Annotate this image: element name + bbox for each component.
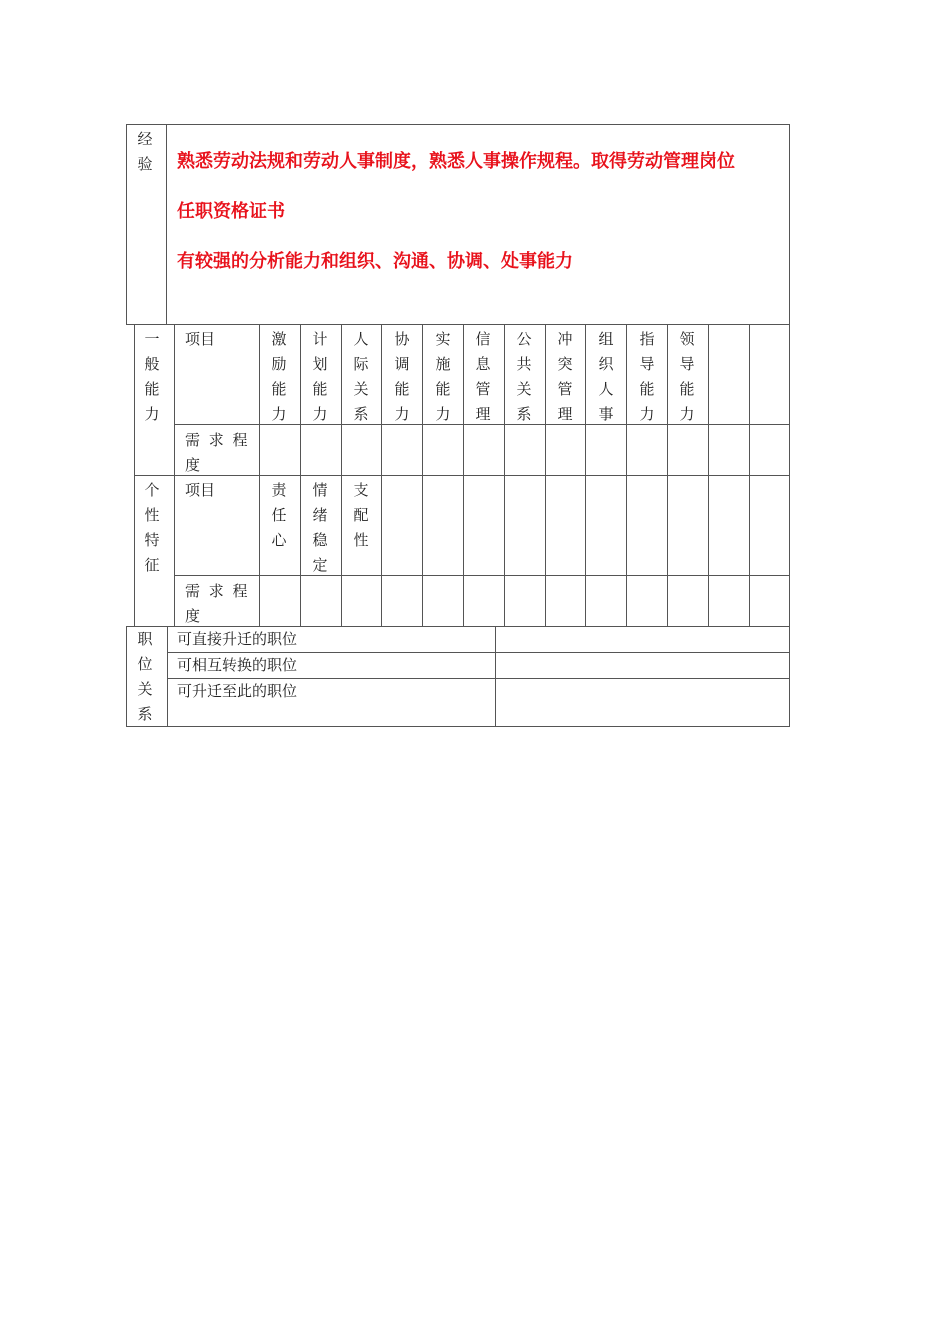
relation-row-lateral-transfer: 可相互转换的职位 [177, 656, 298, 674]
experience-section [126, 124, 790, 325]
grid-line [381, 324, 382, 627]
relation-row-promote-direct: 可直接升迁的职位 [177, 630, 298, 648]
general-ability-item: 信息管理 [475, 330, 491, 423]
grid-line [585, 324, 586, 627]
general-ability-item: 计划能力 [312, 330, 328, 423]
grid-line [422, 324, 423, 627]
general-ability-item: 激励能力 [271, 330, 287, 423]
experience-line-2: 任职资格证书 [177, 201, 285, 222]
experience-line-3: 有较强的分析能力和组织、沟通、协调、处事能力 [177, 251, 573, 272]
general-ability-item: 冲突管理 [557, 330, 573, 423]
grid-line [259, 324, 260, 627]
general-demand-label: 需 求 程 度 [185, 431, 250, 474]
position-relations-label: 职位关系 [137, 630, 153, 723]
general-item-label: 项目 [185, 330, 216, 348]
grid-line [463, 324, 464, 627]
general-ability-item: 领导能力 [679, 330, 695, 423]
grid-line [167, 627, 168, 726]
experience-label: 经验 [137, 130, 153, 173]
personality-label: 个性特征 [144, 481, 160, 574]
personality-item: 支配性 [353, 481, 369, 549]
grid-line [545, 324, 546, 627]
general-ability-item: 组织人事 [598, 330, 614, 423]
general-ability-label: 一般能力 [144, 330, 160, 423]
general-ability-item: 协调能力 [394, 330, 410, 423]
position-relations-section [126, 626, 790, 727]
grid-line [134, 324, 790, 325]
general-ability-item: 人际关系 [353, 330, 369, 423]
experience-line-1: 熟悉劳动法规和劳动人事制度，熟悉人事操作规程。取得劳动管理岗位 [177, 151, 735, 172]
grid-line [708, 324, 709, 627]
grid-line [300, 324, 301, 627]
personality-demand-label: 需 求 程 度 [185, 582, 250, 625]
personality-item-label: 项目 [185, 481, 216, 499]
personality-item: 情绪稳定 [312, 481, 328, 574]
grid-line [174, 575, 790, 576]
grid-line [504, 324, 505, 627]
grid-line [495, 627, 496, 726]
relation-row-promote-to-this: 可升迁至此的职位 [177, 682, 298, 700]
general-ability-item: 公共关系 [516, 330, 532, 423]
grid-line [341, 324, 342, 627]
grid-line [667, 324, 668, 627]
grid-line [626, 324, 627, 627]
experience-label-cell [127, 125, 167, 324]
grid-line [749, 324, 750, 627]
ability-grid [134, 324, 790, 627]
personality-item: 责任心 [271, 481, 287, 549]
general-ability-item: 实施能力 [435, 330, 451, 423]
general-ability-item: 指导能力 [639, 330, 655, 423]
experience-requirements [177, 137, 783, 287]
